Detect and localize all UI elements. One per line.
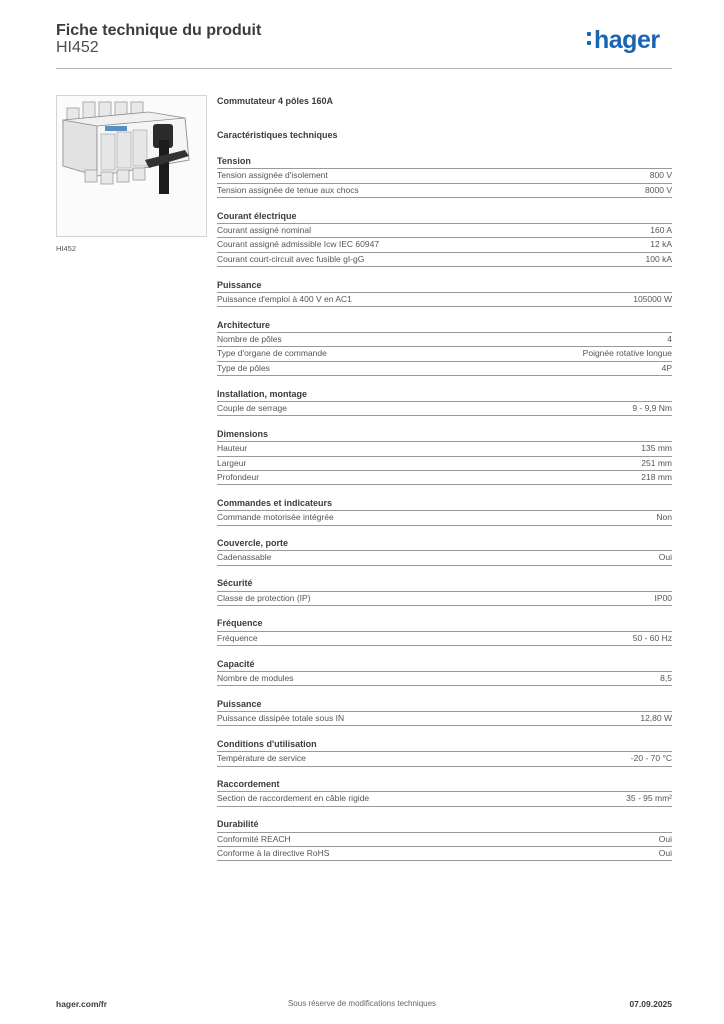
footer-disclaimer: Sous réserve de modifications techniques <box>287 999 437 1008</box>
spec-value: 4P <box>661 362 672 373</box>
spec-group-title: Courant électrique <box>217 210 672 224</box>
spec-row <box>217 592 672 606</box>
section-title: Caractéristiques techniques <box>217 130 338 140</box>
image-caption: HI452 <box>56 244 77 253</box>
spec-label: Cadenassable <box>217 552 272 563</box>
spec-group <box>217 388 672 417</box>
spec-value: 251 mm <box>641 457 672 468</box>
spec-group-title: Installation, montage <box>217 388 672 402</box>
page-title: Fiche technique du produit <box>56 22 262 39</box>
spec-value: -20 - 70 °C <box>630 753 672 764</box>
spec-group-title: Architecture <box>217 319 672 333</box>
spec-label: Hauteur <box>217 443 248 454</box>
spec-row <box>217 442 672 456</box>
spec-row <box>217 672 672 686</box>
spec-group-title: Commandes et indicateurs <box>217 497 672 511</box>
spec-value: 218 mm <box>641 471 672 482</box>
spec-row <box>217 847 672 861</box>
spec-row <box>217 632 672 646</box>
switch-disconnector-illustration <box>57 96 206 236</box>
spec-group-title: Puissance <box>217 698 672 712</box>
spec-group-title: Dimensions <box>217 428 672 442</box>
spec-group <box>217 319 672 376</box>
spec-group <box>217 497 672 526</box>
spec-group-title: Fréquence <box>217 617 672 631</box>
product-name: Commutateur 4 pôles 160A <box>217 96 334 106</box>
spec-group-title: Conditions d'utilisation <box>217 738 672 752</box>
spec-group <box>217 698 672 727</box>
spec-group <box>217 738 672 767</box>
spec-label: Nombre de modules <box>217 672 294 683</box>
spec-label: Type de pôles <box>217 362 270 373</box>
spec-label: Classe de protection (IP) <box>217 592 311 603</box>
spec-label: Conforme à la directive RoHS <box>217 848 330 859</box>
spec-group <box>217 537 672 566</box>
spec-label: Profondeur <box>217 471 260 482</box>
spec-value: IP00 <box>654 592 672 603</box>
spec-row <box>217 833 672 847</box>
spec-group-title: Capacité <box>217 658 672 672</box>
spec-row <box>217 347 672 361</box>
spec-label: Tension assignée de tenue aux chocs <box>217 184 359 195</box>
spec-value: Oui <box>658 552 672 563</box>
spec-value: Non <box>656 512 672 523</box>
spec-value: Oui <box>658 848 672 859</box>
product-reference: HI452 <box>56 39 99 56</box>
spec-group-title: Sécurité <box>217 577 672 591</box>
spec-label: Section de raccordement en câble rigide <box>217 793 370 804</box>
spec-row <box>217 752 672 766</box>
spec-group-title: Raccordement <box>217 778 672 792</box>
spec-value: 12,80 W <box>640 713 672 724</box>
spec-row <box>217 333 672 347</box>
spec-group <box>217 279 672 308</box>
spec-row <box>217 402 672 416</box>
spec-value: 135 mm <box>641 443 672 454</box>
spec-group <box>217 210 672 267</box>
spec-label: Largeur <box>217 457 247 468</box>
spec-value: 8000 V <box>645 184 672 195</box>
spec-row <box>217 712 672 726</box>
spec-value: 50 - 60 Hz <box>632 632 672 643</box>
spec-label: Couple de serrage <box>217 403 287 413</box>
spec-row <box>217 511 672 525</box>
spec-group-title: Durabilité <box>217 818 672 832</box>
spec-row <box>217 471 672 485</box>
spec-value: 9 - 9,9 Nm <box>632 403 672 413</box>
spec-label: Nombre de pôles <box>217 334 282 345</box>
spec-value: 8,5 <box>660 672 672 683</box>
spec-value: 100 kA <box>645 253 672 264</box>
spec-row <box>217 457 672 471</box>
spec-row <box>217 792 672 806</box>
spec-value: Oui <box>658 833 672 844</box>
spec-row <box>217 362 672 376</box>
logo-dots-icon <box>587 32 591 46</box>
spec-group <box>217 617 672 646</box>
spec-label: Puissance dissipée totale sous IN <box>217 713 345 724</box>
product-image <box>56 95 207 237</box>
spec-row <box>217 551 672 565</box>
specifications-table <box>217 155 672 873</box>
spec-label: Tension assignée d'isolement <box>217 170 328 181</box>
spec-label: Courant assigné admissible Icw IEC 60947 <box>217 239 380 250</box>
spec-value: 105000 W <box>633 293 672 304</box>
spec-label: Température de service <box>217 753 306 764</box>
spec-row <box>217 293 672 307</box>
spec-group-title: Tension <box>217 155 672 169</box>
spec-group <box>217 428 672 485</box>
spec-row <box>217 253 672 267</box>
spec-value: 4 <box>667 334 672 345</box>
spec-row <box>217 169 672 183</box>
header-divider <box>56 68 672 69</box>
spec-value: Poignée rotative longue <box>582 348 672 359</box>
spec-label: Puissance d'emploi à 400 V en AC1 <box>217 293 352 304</box>
footer-date: 07.09.2025 <box>629 999 672 1009</box>
spec-group <box>217 658 672 687</box>
spec-label: Conformité REACH <box>217 833 291 844</box>
spec-label: Type d'organe de commande <box>217 348 327 359</box>
spec-group <box>217 778 672 807</box>
spec-row <box>217 184 672 198</box>
spec-value: 800 V <box>649 170 672 181</box>
spec-row <box>217 224 672 238</box>
spec-label: Courant assigné nominal <box>217 224 312 235</box>
spec-value: 12 kA <box>650 239 672 250</box>
spec-label: Commande motorisée intégrée <box>217 512 334 523</box>
spec-group <box>217 155 672 198</box>
spec-group-title: Puissance <box>217 279 672 293</box>
spec-value: 160 A <box>650 224 672 235</box>
spec-group <box>217 818 672 861</box>
footer-website: hager.com/fr <box>56 999 108 1009</box>
spec-label: Fréquence <box>217 632 258 643</box>
spec-row <box>217 238 672 252</box>
spec-value: 35 - 95 mm² <box>626 793 672 804</box>
spec-label: Courant court-circuit avec fusible gI-gG <box>217 253 365 264</box>
logo-text: hager <box>594 26 660 54</box>
spec-group-title: Couvercle, porte <box>217 537 672 551</box>
hager-logo <box>594 26 660 55</box>
spec-group <box>217 577 672 606</box>
